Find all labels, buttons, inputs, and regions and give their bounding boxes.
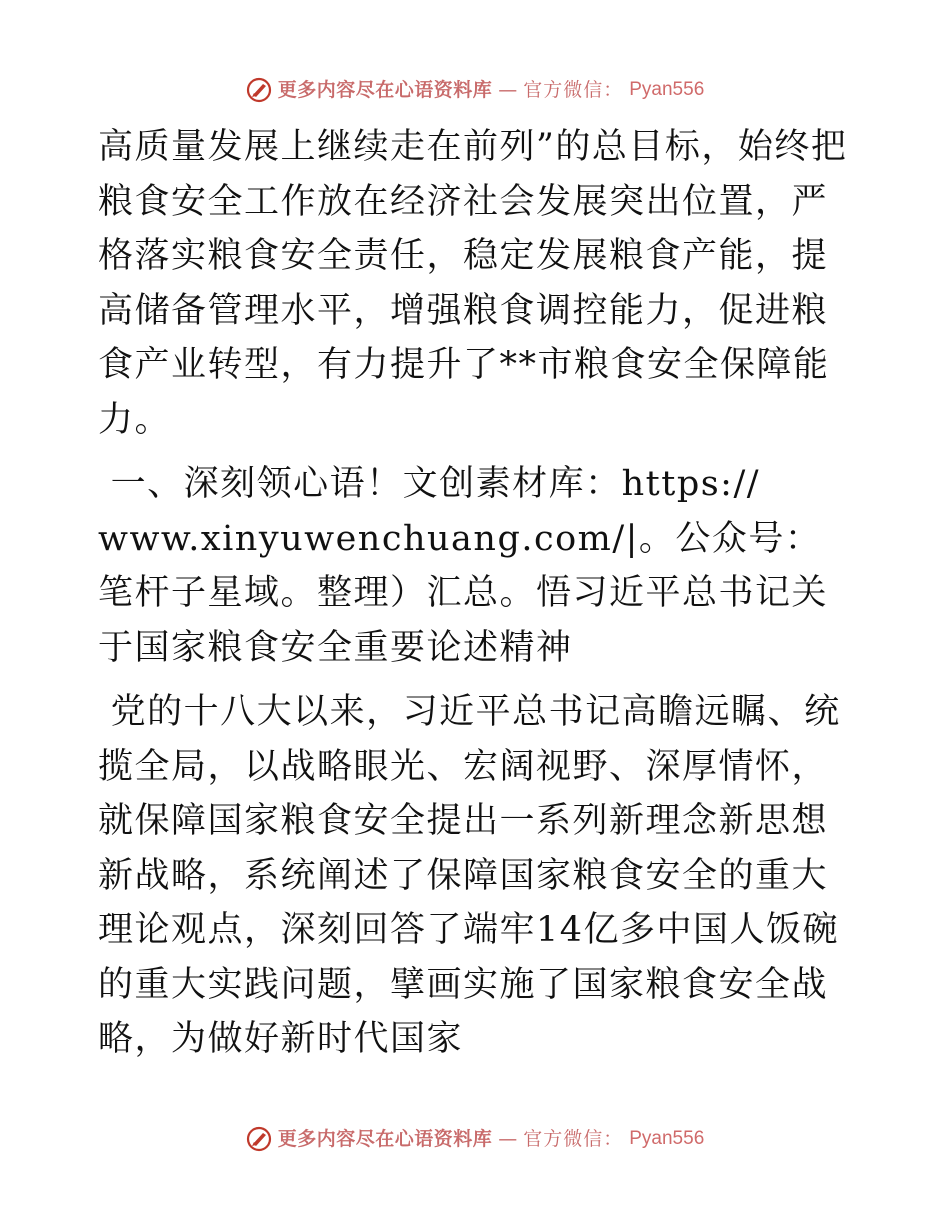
watermark-text: 更多内容尽在心语资料库 — [277, 1128, 493, 1150]
document-body — [98, 120, 850, 1067]
pen-logo-icon — [246, 1126, 272, 1152]
watermark-wechat-id: Pyan556 — [629, 79, 705, 100]
header-watermark — [0, 77, 950, 103]
watermark-separator: — — [498, 79, 518, 101]
watermark-separator: — — [498, 1128, 518, 1150]
watermark-wechat-label: 官方微信： — [523, 1128, 624, 1150]
paragraph-1: 高质量发展上继续走在前列”的总目标，始终把粮食安全工作放在经济社会发展突出位置，严格落实粮食安全责任，稳定发展粮食产能，提高储备管理水平，增强粮食调控能力，促进粮食产业转型，有力提升了**市粮食安全保障能力。 — [98, 127, 848, 440]
watermark-text: 更多内容尽在心语资料库 — [277, 79, 493, 101]
paragraph-2: 一、深刻领心语！文创素材库：https:// www.xinyuwenchuang.com/|。公众号：笔杆子星域。整理）汇总。悟习近平总书记关于国家粮食安全重要论述精神 — [98, 464, 829, 668]
paragraph-3: 党的十八大以来，习近平总书记高瞻远瞩、统揽全局，以战略眼光、宏阔视野、深厚情怀，就保障国家粮食安全提出一系列新理念新思想新战略，系统阐述了保障国家粮食安全的重大理论观点，深刻回答了端牢14亿多中国人饭碗的重大实践问题，擘画实施了国家粮食安全战略，为做好新时代国家 — [98, 692, 841, 1059]
footer-watermark — [0, 1126, 950, 1152]
watermark-wechat-label: 官方微信： — [523, 79, 624, 101]
watermark-wechat-id: Pyan556 — [629, 1128, 705, 1149]
pen-logo-icon — [246, 77, 272, 103]
